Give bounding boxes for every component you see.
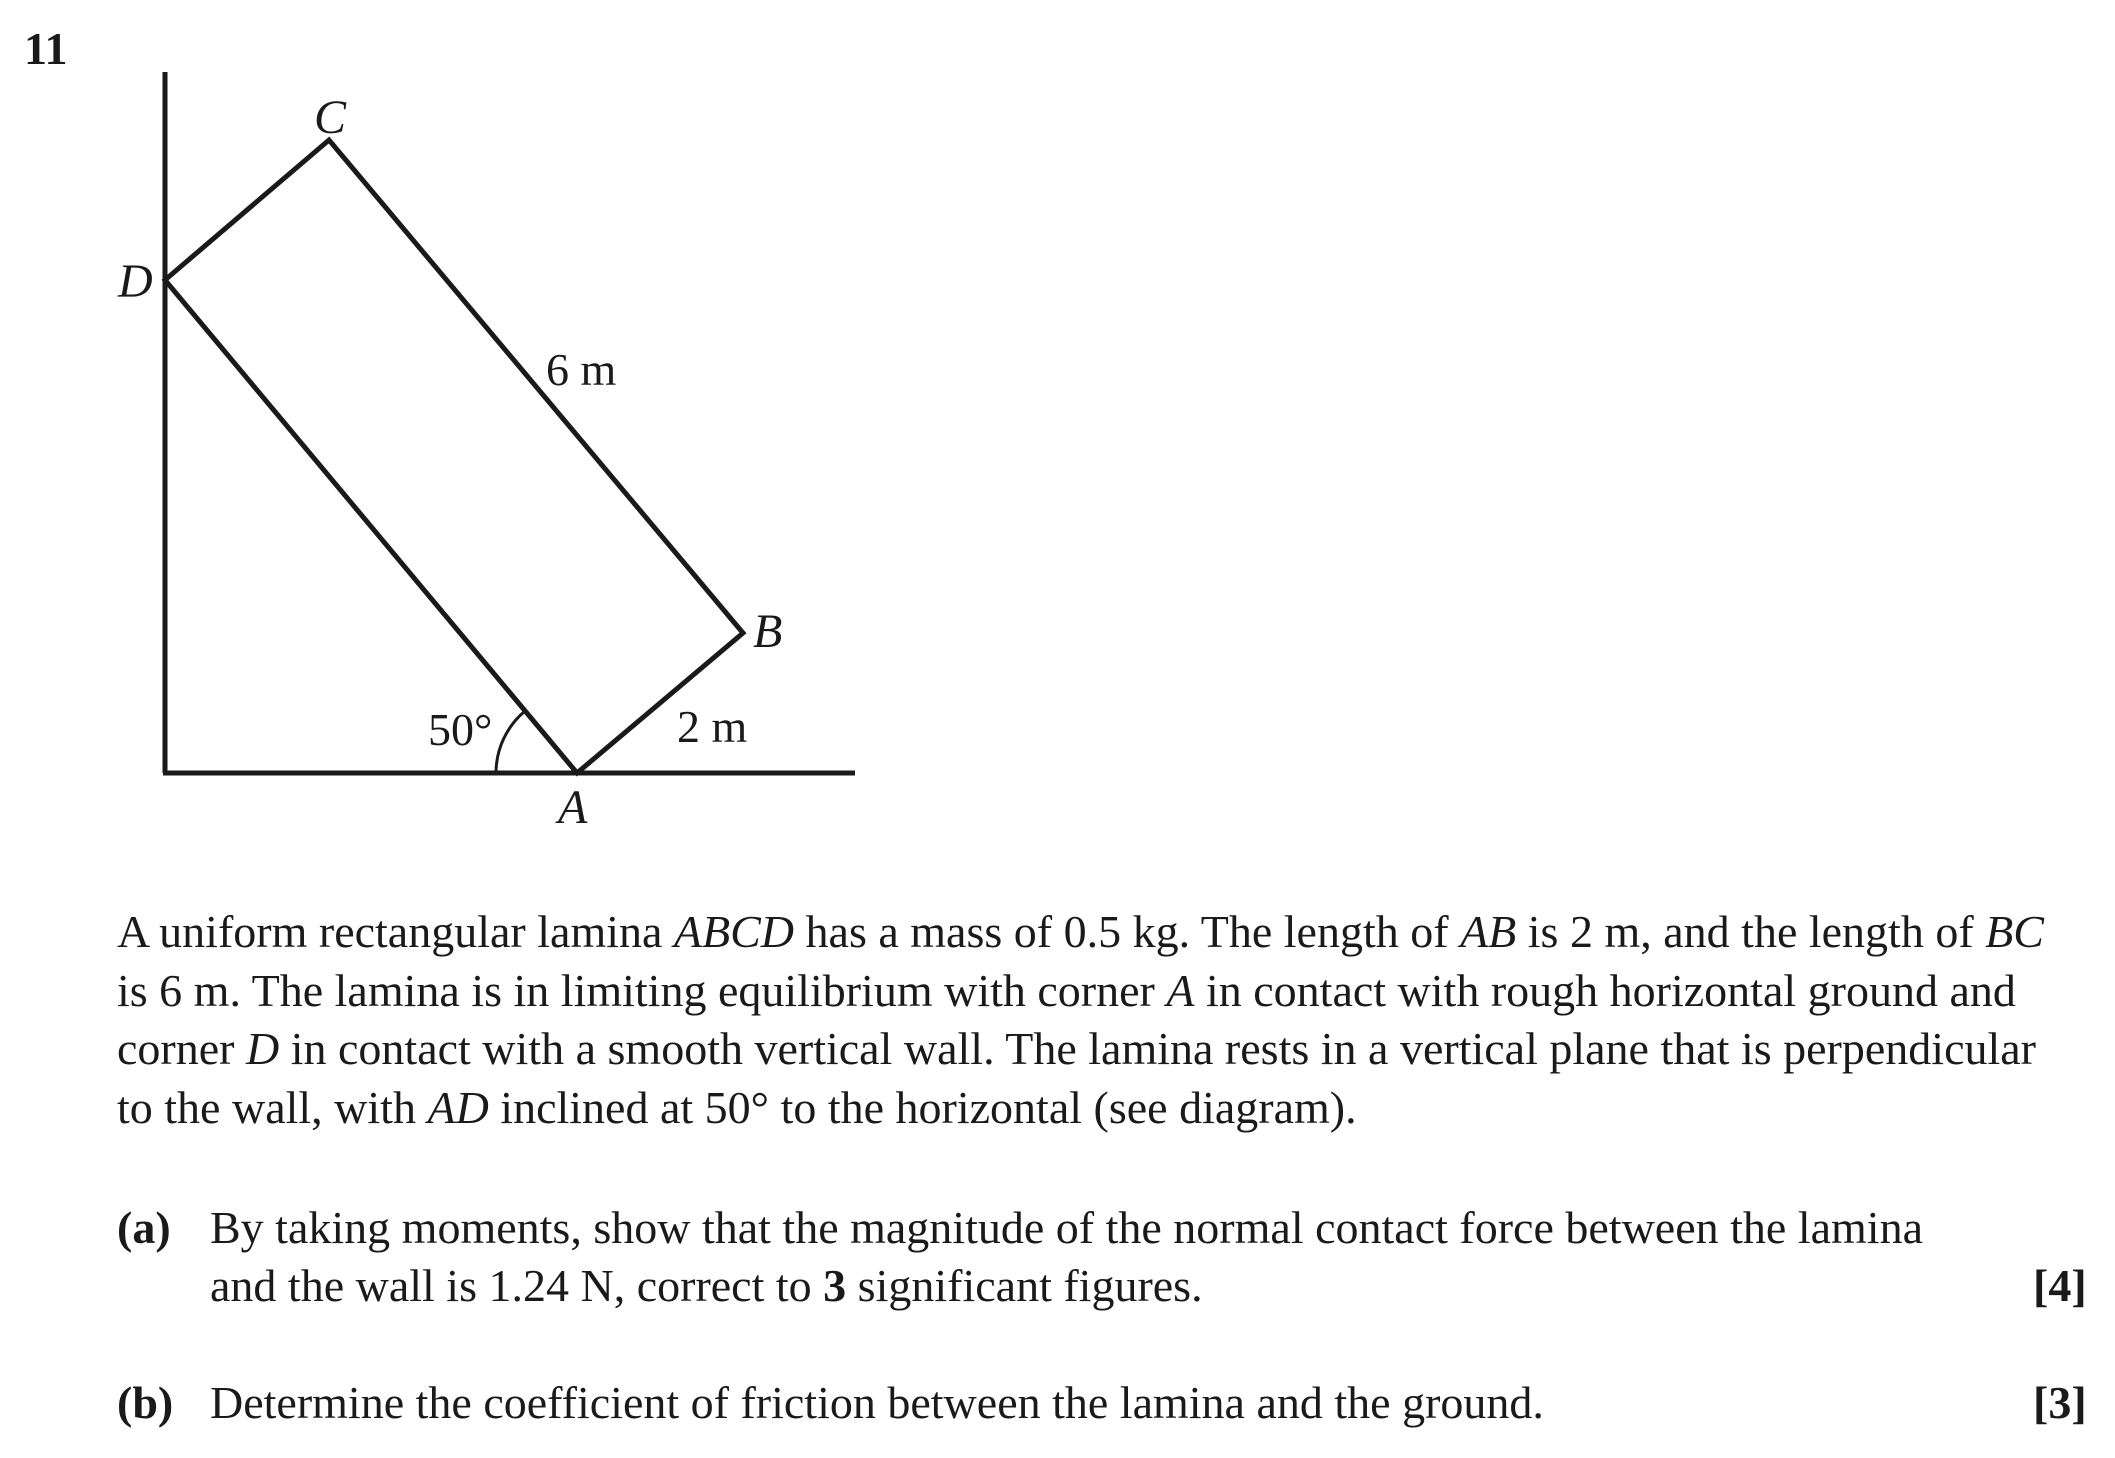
part-a-line-2-end: significant figures. <box>846 1260 1203 1311</box>
vertex-label-c: C <box>314 91 347 144</box>
question-number: 11 <box>24 23 68 74</box>
part-b-label: (b) <box>117 1377 174 1428</box>
part-b-marks: [3] <box>2033 1377 2087 1428</box>
part-a-sig-figs: 3 <box>823 1260 847 1311</box>
part-b <box>117 1374 2097 1434</box>
intro-text: A uniform rectangular lamina <box>117 906 674 957</box>
vertex-label-d: D <box>118 255 153 308</box>
angle-label: 50° <box>428 704 493 755</box>
intro-text: is 6 m. The lamina is in limiting equilibrium with corner <box>117 964 1167 1016</box>
part-a-marks: [4] <box>2033 1260 2087 1311</box>
ab-length-label: 2 m <box>677 701 748 752</box>
part-b-text: Determine the coefficient of friction between the lamina and the ground. <box>210 1377 1544 1428</box>
intro-ab: AB <box>1460 906 1517 957</box>
intro-text: in contact with rough horizontal ground and corner <box>117 964 2016 1074</box>
part-a-line-1: By taking moments, show that the magnitude of the normal contact force between the lamina <box>210 1202 1924 1253</box>
intro-abcd: ABCD <box>673 906 795 957</box>
intro-text: has a mass of 0.5 kg. The length of <box>794 906 1461 957</box>
angle-arc <box>496 711 525 773</box>
intro-d: D <box>245 1023 280 1074</box>
intro-text: is 2 m, and the length of <box>1516 906 1986 957</box>
lamina-diagram <box>0 0 900 850</box>
bc-length-label: 6 m <box>546 344 617 395</box>
part-a-label: (a) <box>117 1202 171 1253</box>
intro-ad: AD <box>427 1081 489 1133</box>
intro-a: A <box>1166 964 1195 1016</box>
vertex-label-b: B <box>753 605 783 658</box>
intro-text: in contact with a smooth vertical wall. The lamina rests in a vertical plane that is perpendicular to the wall, with <box>117 1023 2037 1133</box>
intro-bc: BC <box>1985 906 2044 957</box>
part-a-line-2 <box>210 1257 1923 1315</box>
lamina-rectangle <box>165 140 743 773</box>
vertex-label-a: A <box>558 781 588 834</box>
part-a-line-2-text: and the wall is 1.24 N, correct to <box>210 1260 824 1311</box>
part-a <box>117 1199 2097 1319</box>
part-a-text <box>210 1199 1923 1315</box>
question-intro-paragraph <box>117 903 2077 1137</box>
intro-text: inclined at 50° to the horizontal (see diagram). <box>488 1081 1357 1133</box>
